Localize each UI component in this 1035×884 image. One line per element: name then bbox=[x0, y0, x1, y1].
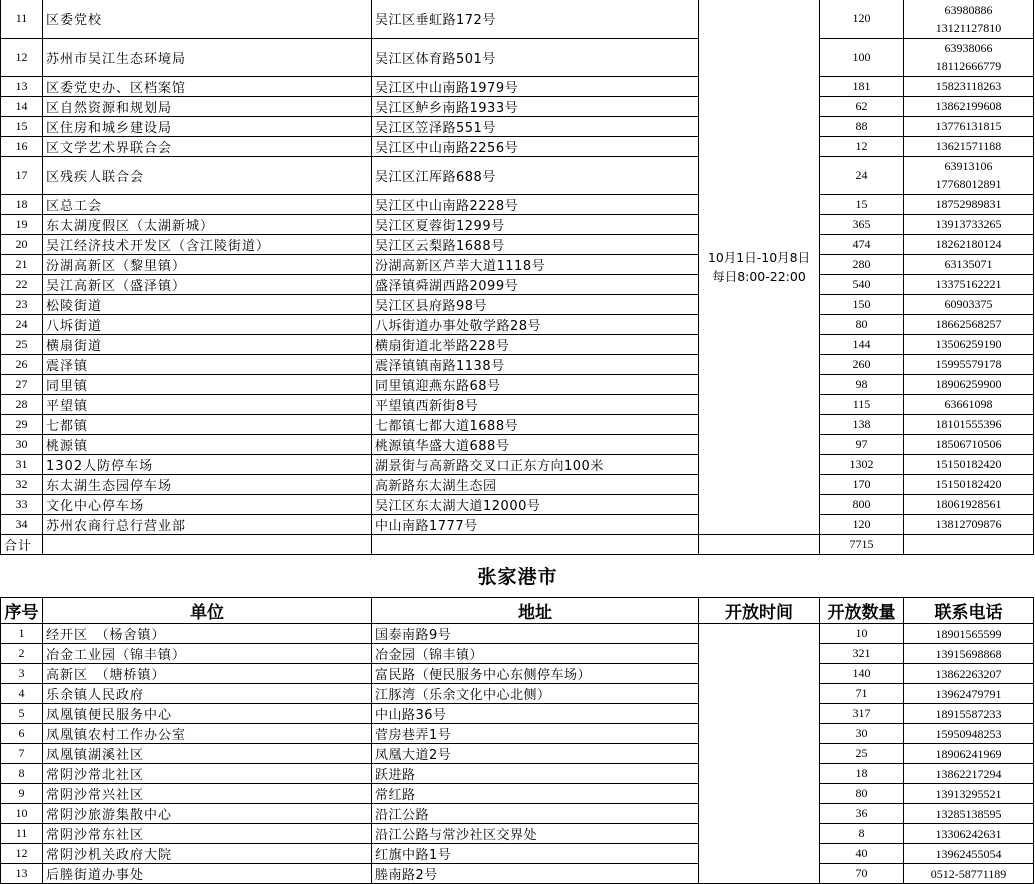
row-address: 平望镇西新街8号 bbox=[372, 394, 699, 414]
table-header-row bbox=[1, 598, 1034, 624]
row-phone bbox=[904, 0, 1034, 38]
row-index: 14 bbox=[1, 96, 43, 116]
row-index: 23 bbox=[1, 294, 43, 314]
row-address: 吴江区江厍路688号 bbox=[372, 156, 699, 194]
row-index: 9 bbox=[1, 784, 43, 804]
row-phone: 13962479791 bbox=[904, 684, 1034, 704]
row-index: 33 bbox=[1, 494, 43, 514]
table-row bbox=[1, 684, 1034, 704]
table-row bbox=[1, 474, 1034, 494]
row-address: 凤凰大道2号 bbox=[372, 744, 699, 764]
phone-number: 18262180124 bbox=[935, 237, 1002, 251]
row-count: 12 bbox=[820, 136, 904, 156]
row-phone bbox=[904, 294, 1034, 314]
row-count: 15 bbox=[820, 194, 904, 214]
phone-number: 60903375 bbox=[944, 297, 993, 311]
row-phone: 18906241969 bbox=[904, 744, 1034, 764]
row-unit: 区文学艺术界联合会 bbox=[43, 136, 372, 156]
row-unit: 凤凰镇湖溪社区 bbox=[43, 744, 372, 764]
row-address: 红旗中路1号 bbox=[372, 844, 699, 864]
row-count: 540 bbox=[820, 274, 904, 294]
row-index: 32 bbox=[1, 474, 43, 494]
row-address: 沿江公路 bbox=[372, 804, 699, 824]
row-address: 跃进路 bbox=[372, 764, 699, 784]
row-address: 吴江区云梨路1688号 bbox=[372, 234, 699, 254]
row-phone bbox=[904, 454, 1034, 474]
row-index: 3 bbox=[1, 664, 43, 684]
row-unit: 常阴沙常北社区 bbox=[43, 764, 372, 784]
phone-number: 13121127810 bbox=[935, 20, 1002, 35]
total-label: 合计 bbox=[1, 534, 43, 554]
table-row bbox=[1, 414, 1034, 434]
phone-number: 63913106 bbox=[944, 159, 993, 173]
row-phone bbox=[904, 314, 1034, 334]
row-phone bbox=[904, 494, 1034, 514]
row-phone: 18901565599 bbox=[904, 624, 1034, 644]
total-empty bbox=[43, 534, 372, 554]
row-count: 71 bbox=[820, 684, 904, 704]
table-row bbox=[1, 724, 1034, 744]
row-phone: 13915698868 bbox=[904, 644, 1034, 664]
row-unit: 东太湖度假区（太湖新城） bbox=[43, 214, 372, 234]
row-address: 震泽镇镇南路1138号 bbox=[372, 354, 699, 374]
row-phone bbox=[904, 214, 1034, 234]
row-count: 62 bbox=[820, 96, 904, 116]
table-row bbox=[1, 214, 1034, 234]
row-count: 30 bbox=[820, 724, 904, 744]
table-row bbox=[1, 664, 1034, 684]
row-index: 24 bbox=[1, 314, 43, 334]
table-row bbox=[1, 454, 1034, 474]
row-address: 桃源镇华盛大道688号 bbox=[372, 434, 699, 454]
row-index: 25 bbox=[1, 334, 43, 354]
phone-number: 18112666779 bbox=[935, 59, 1002, 73]
phone-number: 18506710506 bbox=[935, 437, 1002, 451]
row-unit: 东太湖生态园停车场 bbox=[43, 474, 372, 494]
row-phone bbox=[904, 136, 1034, 156]
row-phone bbox=[904, 394, 1034, 414]
row-count: 80 bbox=[820, 784, 904, 804]
table-row bbox=[1, 0, 1034, 38]
row-index: 11 bbox=[1, 824, 43, 844]
row-phone: 13306242631 bbox=[904, 824, 1034, 844]
row-index: 26 bbox=[1, 354, 43, 374]
row-count: 317 bbox=[820, 704, 904, 724]
row-unit: 经开区 （杨舍镇） bbox=[43, 624, 372, 644]
row-unit: 区住房和城乡建设局 bbox=[43, 116, 372, 136]
row-phone bbox=[904, 334, 1034, 354]
row-unit: 后塍街道办事处 bbox=[43, 864, 372, 884]
row-phone bbox=[904, 38, 1034, 76]
open-time-hours: 每日8:00-22:00 bbox=[712, 268, 806, 284]
row-address: 冶金园（锦丰镇） bbox=[372, 644, 699, 664]
row-index: 7 bbox=[1, 744, 43, 764]
row-phone: 13862263207 bbox=[904, 664, 1034, 684]
row-index: 1 bbox=[1, 624, 43, 644]
table-row bbox=[1, 116, 1034, 136]
table-row bbox=[1, 824, 1034, 844]
row-address: 吴江区东太湖大道12000号 bbox=[372, 494, 699, 514]
row-count: 97 bbox=[820, 434, 904, 454]
row-address: 富民路（便民服务中心东侧停车场） bbox=[372, 664, 699, 684]
row-unit: 区自然资源和规划局 bbox=[43, 96, 372, 116]
row-count: 100 bbox=[820, 38, 904, 76]
row-index: 10 bbox=[1, 804, 43, 824]
row-unit: 横扇街道 bbox=[43, 334, 372, 354]
row-unit: 凤凰镇便民服务中心 bbox=[43, 704, 372, 724]
phone-number: 13862199608 bbox=[935, 99, 1002, 113]
table-row bbox=[1, 234, 1034, 254]
row-unit: 松陵街道 bbox=[43, 294, 372, 314]
table-row bbox=[1, 194, 1034, 214]
open-time-dates: 10月1日-10月8日 bbox=[707, 249, 811, 265]
row-unit: 常阴沙旅游集散中心 bbox=[43, 804, 372, 824]
row-address: 吴江区夏蓉街1299号 bbox=[372, 214, 699, 234]
row-phone: 13285138595 bbox=[904, 804, 1034, 824]
row-address: 塍南路2号 bbox=[372, 864, 699, 884]
row-count: 88 bbox=[820, 116, 904, 136]
phone-number: 63938066 bbox=[944, 41, 993, 55]
row-unit: 区总工会 bbox=[43, 194, 372, 214]
table-row bbox=[1, 624, 1034, 644]
row-index: 19 bbox=[1, 214, 43, 234]
row-count: 321 bbox=[820, 644, 904, 664]
row-phone bbox=[904, 434, 1034, 454]
row-index: 15 bbox=[1, 116, 43, 136]
row-unit: 苏州市吴江生态环境局 bbox=[43, 38, 372, 76]
row-address: 高新路东太湖生态园 bbox=[372, 474, 699, 494]
row-index: 17 bbox=[1, 156, 43, 194]
row-count: 181 bbox=[820, 76, 904, 96]
row-unit: 区委党校 bbox=[43, 0, 372, 38]
row-phone: 0512-58771189 bbox=[904, 864, 1034, 884]
row-address: 菅房巷弄1号 bbox=[372, 724, 699, 744]
row-index: 6 bbox=[1, 724, 43, 744]
table-row bbox=[1, 254, 1034, 274]
row-index: 22 bbox=[1, 274, 43, 294]
row-phone: 18915587233 bbox=[904, 704, 1034, 724]
phone-number: 15150182420 bbox=[935, 457, 1002, 471]
header-count: 开放数量 bbox=[820, 598, 904, 624]
row-unit: 区委党史办、区档案馆 bbox=[43, 76, 372, 96]
row-address: 吴江区中山南路2228号 bbox=[372, 194, 699, 214]
row-count: 1302 bbox=[820, 454, 904, 474]
phone-number: 63135071 bbox=[944, 257, 993, 271]
open-time-cell bbox=[699, 624, 820, 884]
row-unit: 凤凰镇农村工作办公室 bbox=[43, 724, 372, 744]
table-row bbox=[1, 394, 1034, 414]
row-count: 260 bbox=[820, 354, 904, 374]
header-unit: 单位 bbox=[43, 598, 372, 624]
row-index: 4 bbox=[1, 684, 43, 704]
phone-number: 63661098 bbox=[944, 397, 993, 411]
table-row bbox=[1, 294, 1034, 314]
table-row bbox=[1, 76, 1034, 96]
row-count: 36 bbox=[820, 804, 904, 824]
phone-number: 13812709876 bbox=[935, 517, 1002, 531]
row-index: 29 bbox=[1, 414, 43, 434]
row-address: 同里镇迎燕东路68号 bbox=[372, 374, 699, 394]
phone-number: 13621571188 bbox=[935, 139, 1002, 153]
row-phone: 15950948253 bbox=[904, 724, 1034, 744]
row-address: 中山路36号 bbox=[372, 704, 699, 724]
row-phone: 13913295521 bbox=[904, 784, 1034, 804]
phone-number: 18752989831 bbox=[935, 197, 1002, 211]
row-unit: 吴江经济技术开发区（含江陵街道） bbox=[43, 234, 372, 254]
row-count: 170 bbox=[820, 474, 904, 494]
phone-number: 13913733265 bbox=[935, 217, 1002, 231]
row-unit: 吴江高新区（盛泽镇） bbox=[43, 274, 372, 294]
row-unit: 乐余镇人民政府 bbox=[43, 684, 372, 704]
row-count: 70 bbox=[820, 864, 904, 884]
table-row bbox=[1, 704, 1034, 724]
row-unit: 苏州农商行总行营业部 bbox=[43, 514, 372, 534]
total-empty bbox=[699, 534, 820, 554]
row-index: 13 bbox=[1, 864, 43, 884]
row-count: 40 bbox=[820, 844, 904, 864]
row-phone bbox=[904, 514, 1034, 534]
row-address: 国泰南路9号 bbox=[372, 624, 699, 644]
phone-number: 17768012891 bbox=[935, 177, 1002, 191]
table-row bbox=[1, 804, 1034, 824]
table-row bbox=[1, 136, 1034, 156]
row-unit: 同里镇 bbox=[43, 374, 372, 394]
row-address: 盛泽镇舜湖西路2099号 bbox=[372, 274, 699, 294]
row-address: 八坼街道办事处敬学路28号 bbox=[372, 314, 699, 334]
row-unit: 常阴沙常东社区 bbox=[43, 824, 372, 844]
row-index: 12 bbox=[1, 38, 43, 76]
table-row bbox=[1, 156, 1034, 194]
phone-number: 13375162221 bbox=[935, 277, 1002, 291]
row-address: 吴江区笠泽路551号 bbox=[372, 116, 699, 136]
total-empty bbox=[372, 534, 699, 554]
row-index: 8 bbox=[1, 764, 43, 784]
row-unit: 冶金工业园（锦丰镇） bbox=[43, 644, 372, 664]
header-open-time: 开放时间 bbox=[699, 598, 820, 624]
row-unit: 常阴沙常兴社区 bbox=[43, 784, 372, 804]
row-phone: 13962455054 bbox=[904, 844, 1034, 864]
row-count: 365 bbox=[820, 214, 904, 234]
row-index: 16 bbox=[1, 136, 43, 156]
row-phone bbox=[904, 116, 1034, 136]
phone-number: 18101555396 bbox=[935, 417, 1002, 431]
row-count: 144 bbox=[820, 334, 904, 354]
row-unit: 七都镇 bbox=[43, 414, 372, 434]
row-address: 吴江区中山南路2256号 bbox=[372, 136, 699, 156]
table-row bbox=[1, 374, 1034, 394]
table-row bbox=[1, 844, 1034, 864]
phone-number: 15995579178 bbox=[935, 357, 1002, 371]
phone-number: 13506259190 bbox=[935, 337, 1002, 351]
row-address: 横扇街道北举路228号 bbox=[372, 334, 699, 354]
row-address: 吴江区鲈乡南路1933号 bbox=[372, 96, 699, 116]
table-row bbox=[1, 514, 1034, 534]
row-index: 2 bbox=[1, 644, 43, 664]
row-phone bbox=[904, 414, 1034, 434]
row-index: 21 bbox=[1, 254, 43, 274]
table-row bbox=[1, 96, 1034, 116]
phone-number: 18662568257 bbox=[935, 317, 1002, 331]
row-index: 12 bbox=[1, 844, 43, 864]
table-row bbox=[1, 354, 1034, 374]
header-phone: 联系电话 bbox=[904, 598, 1034, 624]
row-count: 120 bbox=[820, 514, 904, 534]
row-unit: 1302人防停车场 bbox=[43, 454, 372, 474]
row-count: 150 bbox=[820, 294, 904, 314]
row-index: 11 bbox=[1, 0, 43, 38]
phone-number: 18906259900 bbox=[935, 377, 1002, 391]
row-unit: 八坼街道 bbox=[43, 314, 372, 334]
row-address: 江豚湾（乐余文化中心北侧） bbox=[372, 684, 699, 704]
row-phone bbox=[904, 76, 1034, 96]
row-address: 汾湖高新区芦莘大道1118号 bbox=[372, 254, 699, 274]
row-unit: 震泽镇 bbox=[43, 354, 372, 374]
row-unit: 文化中心停车场 bbox=[43, 494, 372, 514]
phone-number: 15823118263 bbox=[935, 79, 1002, 93]
row-unit: 区残疾人联合会 bbox=[43, 156, 372, 194]
row-index: 5 bbox=[1, 704, 43, 724]
row-address: 湖景街与高新路交叉口正东方向100米 bbox=[372, 454, 699, 474]
table-row bbox=[1, 314, 1034, 334]
row-unit: 汾湖高新区（黎里镇） bbox=[43, 254, 372, 274]
row-index: 18 bbox=[1, 194, 43, 214]
row-address: 吴江区中山南路1979号 bbox=[372, 76, 699, 96]
row-count: 10 bbox=[820, 624, 904, 644]
row-count: 80 bbox=[820, 314, 904, 334]
row-phone bbox=[904, 474, 1034, 494]
phone-number: 15150182420 bbox=[935, 477, 1002, 491]
row-count: 474 bbox=[820, 234, 904, 254]
row-index: 34 bbox=[1, 514, 43, 534]
row-count: 800 bbox=[820, 494, 904, 514]
row-phone: 13862217294 bbox=[904, 764, 1034, 784]
table-row bbox=[1, 784, 1034, 804]
total-empty bbox=[904, 534, 1034, 554]
row-phone bbox=[904, 156, 1034, 194]
table-row bbox=[1, 274, 1034, 294]
row-unit: 平望镇 bbox=[43, 394, 372, 414]
row-count: 25 bbox=[820, 744, 904, 764]
row-address: 吴江区县府路98号 bbox=[372, 294, 699, 314]
header-address: 地址 bbox=[372, 598, 699, 624]
row-count: 140 bbox=[820, 664, 904, 684]
row-count: 280 bbox=[820, 254, 904, 274]
row-count: 138 bbox=[820, 414, 904, 434]
row-count: 8 bbox=[820, 824, 904, 844]
table-row bbox=[1, 434, 1034, 454]
row-index: 30 bbox=[1, 434, 43, 454]
phone-number: 63980886 bbox=[944, 2, 993, 17]
row-index: 27 bbox=[1, 374, 43, 394]
row-unit: 桃源镇 bbox=[43, 434, 372, 454]
total-value: 7715 bbox=[820, 534, 904, 554]
row-count: 18 bbox=[820, 764, 904, 784]
table-row bbox=[1, 494, 1034, 514]
section-title-zhangjiagang: 张家港市 bbox=[477, 566, 558, 588]
open-time-cell bbox=[699, 0, 820, 534]
row-index: 31 bbox=[1, 454, 43, 474]
row-phone bbox=[904, 354, 1034, 374]
row-index: 28 bbox=[1, 394, 43, 414]
row-address: 吴江区体育路501号 bbox=[372, 38, 699, 76]
table-row bbox=[1, 744, 1034, 764]
row-phone bbox=[904, 194, 1034, 214]
header-index: 序号 bbox=[1, 598, 43, 624]
row-unit: 常阴沙机关政府大院 bbox=[43, 844, 372, 864]
row-unit: 高新区 （塘桥镇） bbox=[43, 664, 372, 684]
row-address: 七都镇七都大道1688号 bbox=[372, 414, 699, 434]
table-row bbox=[1, 764, 1034, 784]
row-count: 115 bbox=[820, 394, 904, 414]
table-row bbox=[1, 38, 1034, 76]
phone-number: 13776131815 bbox=[935, 119, 1002, 133]
row-count: 24 bbox=[820, 156, 904, 194]
table-row bbox=[1, 334, 1034, 354]
total-row bbox=[1, 534, 1034, 554]
row-phone bbox=[904, 374, 1034, 394]
table-row bbox=[1, 864, 1034, 884]
row-phone bbox=[904, 254, 1034, 274]
row-index: 20 bbox=[1, 234, 43, 254]
table-row bbox=[1, 644, 1034, 664]
row-phone bbox=[904, 96, 1034, 116]
zhangjiagang-table bbox=[0, 597, 1034, 884]
row-phone bbox=[904, 234, 1034, 254]
row-address: 沿江公路与常沙社区交界处 bbox=[372, 824, 699, 844]
row-count: 120 bbox=[820, 0, 904, 38]
row-address: 中山南路1777号 bbox=[372, 514, 699, 534]
row-count: 98 bbox=[820, 374, 904, 394]
row-address: 吴江区垂虹路172号 bbox=[372, 0, 699, 38]
row-address: 常红路 bbox=[372, 784, 699, 804]
row-phone bbox=[904, 274, 1034, 294]
phone-number: 18061928561 bbox=[935, 497, 1002, 511]
row-index: 13 bbox=[1, 76, 43, 96]
